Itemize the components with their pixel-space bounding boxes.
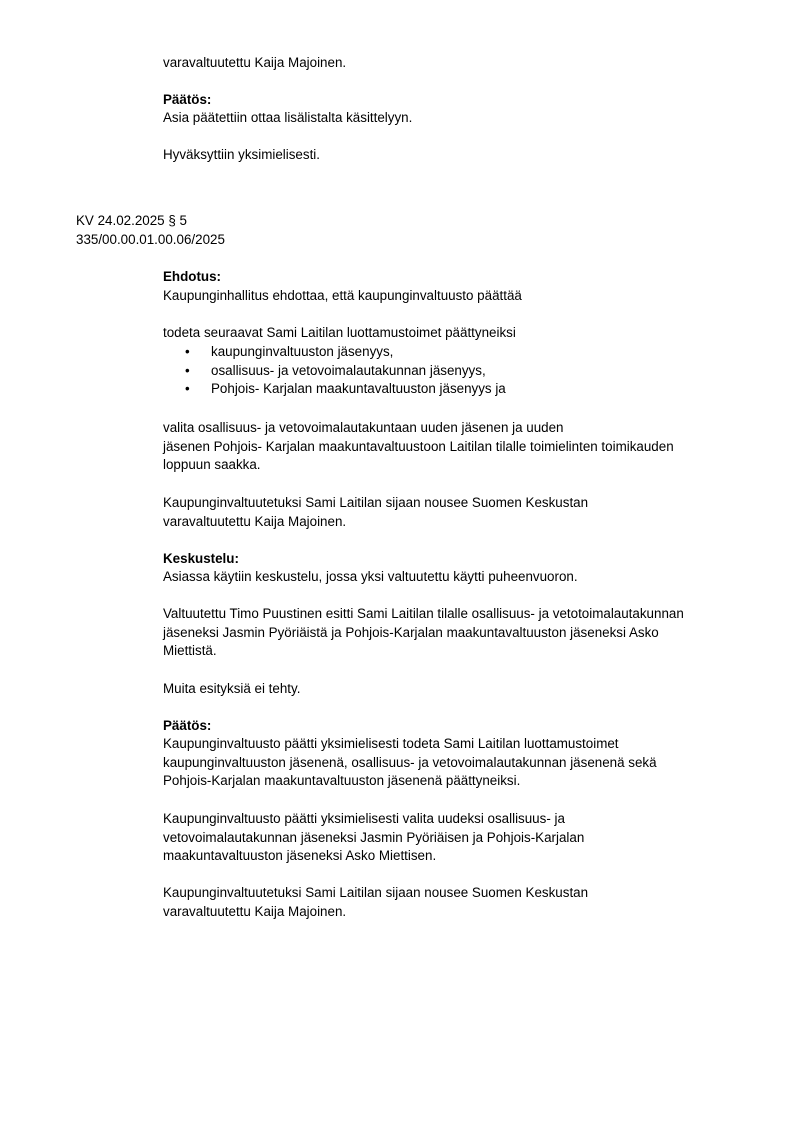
proposal-heading: Ehdotus:: [163, 269, 222, 284]
text-line: kaupunginvaltuuston jäsenenä, osallisuus- ja vetovoimalautakunnan jäsenenä sekä: [163, 754, 657, 770]
text-line: maakuntavaltuuston jäseneksi Asko Miettisen.: [163, 848, 437, 864]
decision-heading: Päätös:: [163, 718, 212, 733]
meeting-reference: KV 24.02.2025 § 5: [76, 213, 187, 228]
proposal-select-paragraph: [163, 419, 753, 475]
proposal-replace-paragraph: [163, 494, 753, 531]
text-line: Kaupunginvaltuusto päätti yksimielisesti valita uudeksi osallisuus- ja: [163, 811, 565, 826]
position-list: [163, 343, 753, 399]
record-number: 335/00.00.01.00.06/2025: [76, 232, 225, 247]
decision-paragraph-3: [163, 884, 753, 921]
decision-paragraph-2: [163, 810, 753, 866]
decision-text-top: Asia päätettiin ottaa lisälistalta käsittelyyn.: [163, 110, 413, 125]
continuation-line: varavaltuutettu Kaija Majoinen.: [163, 55, 347, 70]
text-line: Kaupunginvaltuutetuksi Sami Laitilan sijaan nousee Suomen Keskustan: [163, 885, 589, 900]
no-other-proposals: Muita esityksiä ei tehty.: [163, 681, 301, 696]
text-line: jäsenen Pohjois- Karjalan maakuntavaltuustoon Laitilan tilalle toimielinten toimikauden: [163, 438, 674, 454]
decision-paragraph-1: [163, 735, 753, 791]
list-item: • Pohjois- Karjalan maakuntavaltuuston jäsenyys ja: [163, 380, 753, 399]
decision-heading-top: Päätös:: [163, 92, 212, 107]
list-item: • osallisuus- ja vetovoimalautakunnan jäsenyys,: [163, 362, 753, 381]
text-line: Kaupunginvaltuusto päätti yksimielisesti todeta Sami Laitilan luottamustoimet: [163, 736, 619, 751]
text-line: Miettistä.: [163, 643, 217, 659]
approval-text: Hyväksyttiin yksimielisesti.: [163, 147, 320, 162]
text-line: Kaupunginvaltuutetuksi Sami Laitilan sijaan nousee Suomen Keskustan: [163, 495, 589, 510]
text-line: vetovoimalautakunnan jäseneksi Jasmin Pyöriäisen ja Pohjois-Karjalan: [163, 829, 585, 845]
text-line: jäseneksi Jasmin Pyöriäistä ja Pohjois-Karjalan maakuntavaltuuston jäseneksi Asko: [163, 624, 659, 640]
text-line: Valtuutettu Timo Puustinen esitti Sami Laitilan tilalle osallisuus- ja vetotoimalautakunnan: [163, 606, 684, 621]
text-line: varavaltuutettu Kaija Majoinen.: [163, 903, 347, 919]
text-line: Pohjois-Karjalan maakuntavaltuuston jäsenenä päättyneiksi.: [163, 773, 521, 789]
discussion-proposal-paragraph: [163, 605, 753, 661]
proposal-confirm-line: todeta seuraavat Sami Laitilan luottamustoimet päättyneiksi: [163, 325, 516, 340]
list-item: • kaupunginvaltuuston jäsenyys,: [163, 343, 753, 362]
text-line: loppuun saakka.: [163, 457, 261, 473]
proposal-line: Kaupunginhallitus ehdottaa, että kaupunginvaltuusto päättää: [163, 288, 522, 303]
discussion-line: Asiassa käytiin keskustelu, jossa yksi valtuutettu käytti puheenvuoron.: [163, 569, 578, 584]
discussion-heading: Keskustelu:: [163, 551, 239, 566]
text-line: valita osallisuus- ja vetovoimalautakuntaan uuden jäsenen ja uuden: [163, 420, 564, 435]
text-line: varavaltuutettu Kaija Majoinen.: [163, 513, 347, 529]
